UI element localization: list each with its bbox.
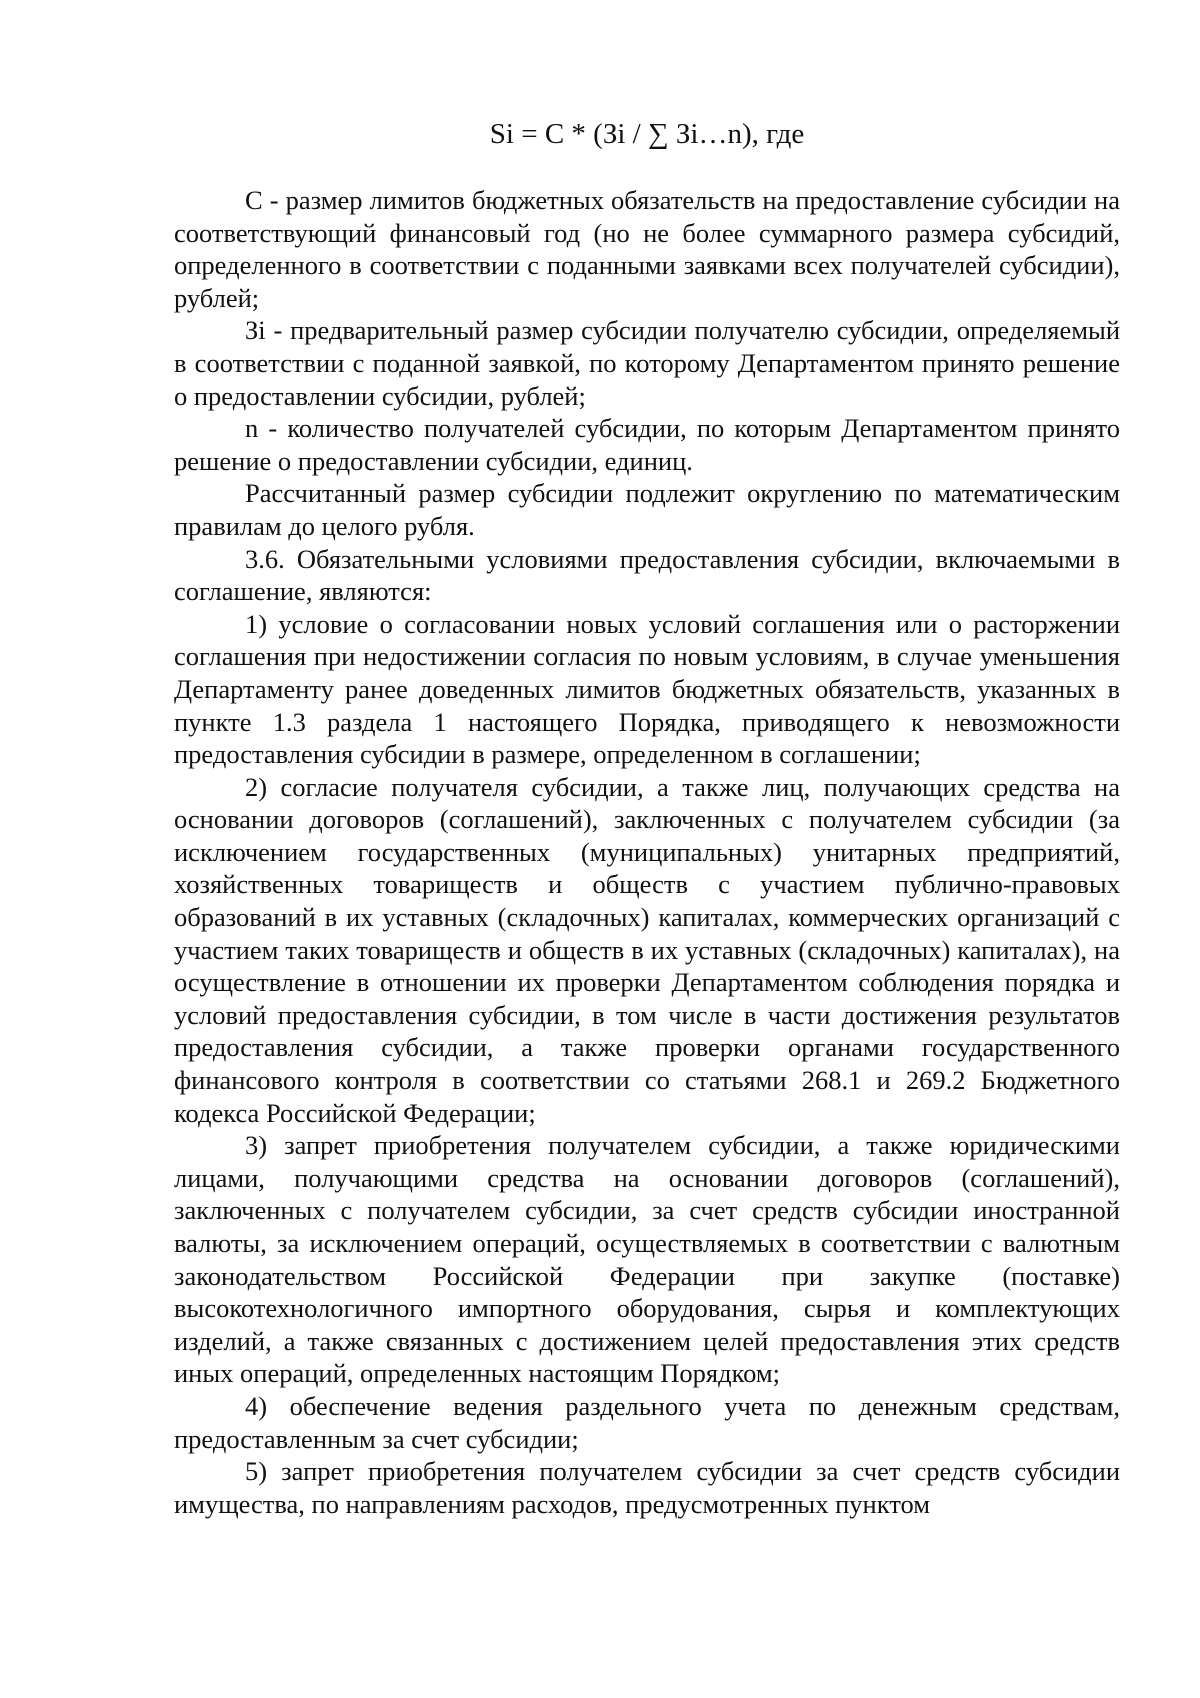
paragraph-condition-5: 5) запрет приобретения получателем субсидии за счет средств субсидии имущества, по направлениям расходов, предусмотренных пунктом [174,1456,1120,1519]
paragraph-condition-4: 4) обеспечение ведения раздельного учета по денежным средствам, предоставленным за счет субсидии; [174,1390,1120,1454]
subsidy-formula: Si = C * (Зi / ∑ Зi…n), где [489,118,805,150]
paragraph-n-definition: n - количество получателей субсидии, по которым Департаментом принято решение о предоставлении субсидии, единиц. [174,413,1120,476]
paragraph-condition-1: 1) условие о согласовании новых условий соглашения или о расторжении соглашения при недостижении согласия по новым условиям, в случае уменьшения Департаменту ранее доведенных лимитов бюджетных обязательств, указанных в пункте 1.3 раздела 1 настоящего Порядка, приводящего к невозможности предоставления субсидии в размере, определенном в соглашении; [174,608,1120,770]
paragraph-condition-2: 2) согласие получателя субсидии, а также лиц, получающих средства на основании договоров (соглашений), заключенных с получателем субсидии (за исключением государственных (муниципальных) унитарных предприятий, хозяйственных товариществ и обществ с участием публично-правовых образований в их уставных (складочных) капиталах, коммерческих организаций с участием таких товариществ и обществ в их уставных (складочных) капиталах), на осуществление в отношении их проверки Департаментом соблюдения порядка и условий предоставления субсидии, в том числе в части достижения результатов предоставления субсидии, а также проверки органами государственного финансового контроля в соответствии со статьями 268.1 и 269.2 Бюджетного кодекса Российской Федерации; [174,771,1120,1128]
document-body [174,184,1120,1520]
paragraph-rounding-rule: Рассчитанный размер субсидии подлежит округлению по математическим правилам до целого рубля. [174,478,1120,541]
paragraph-condition-3: 3) запрет приобретения получателем субсидии, а также юридическими лицами, получающими средства на основании договоров (соглашений), заключенных с получателем субсидии, за счет средств субсидии иностранной валюты, за исключением операций, осуществляемых в соответствии с валютным законодательством Российской Федерации при закупке (поставке) высокотехнологичного импортного оборудования, сырья и комплектующих изделий, а также связанных с достижением целей предоставления этих средств иных операций, определенных настоящим Порядком; [174,1130,1120,1389]
paragraph-c-definition: С - размер лимитов бюджетных обязательств на предоставление субсидии на соответствующий финансовый год (но не более суммарного размера субсидий, определенного в соответствии с поданными заявками всех получателей субсидии), рублей; [174,185,1120,313]
paragraph-zi-definition: Зi - предварительный размер субсидии получателю субсидии, определяемый в соответствии с поданной заявкой, по которому Департаментом принято решение о предоставлении субсидии, рублей; [174,315,1120,411]
paragraph-section-3-6: 3.6. Обязательными условиями предоставления субсидии, включаемыми в соглашение, являются: [174,543,1120,607]
